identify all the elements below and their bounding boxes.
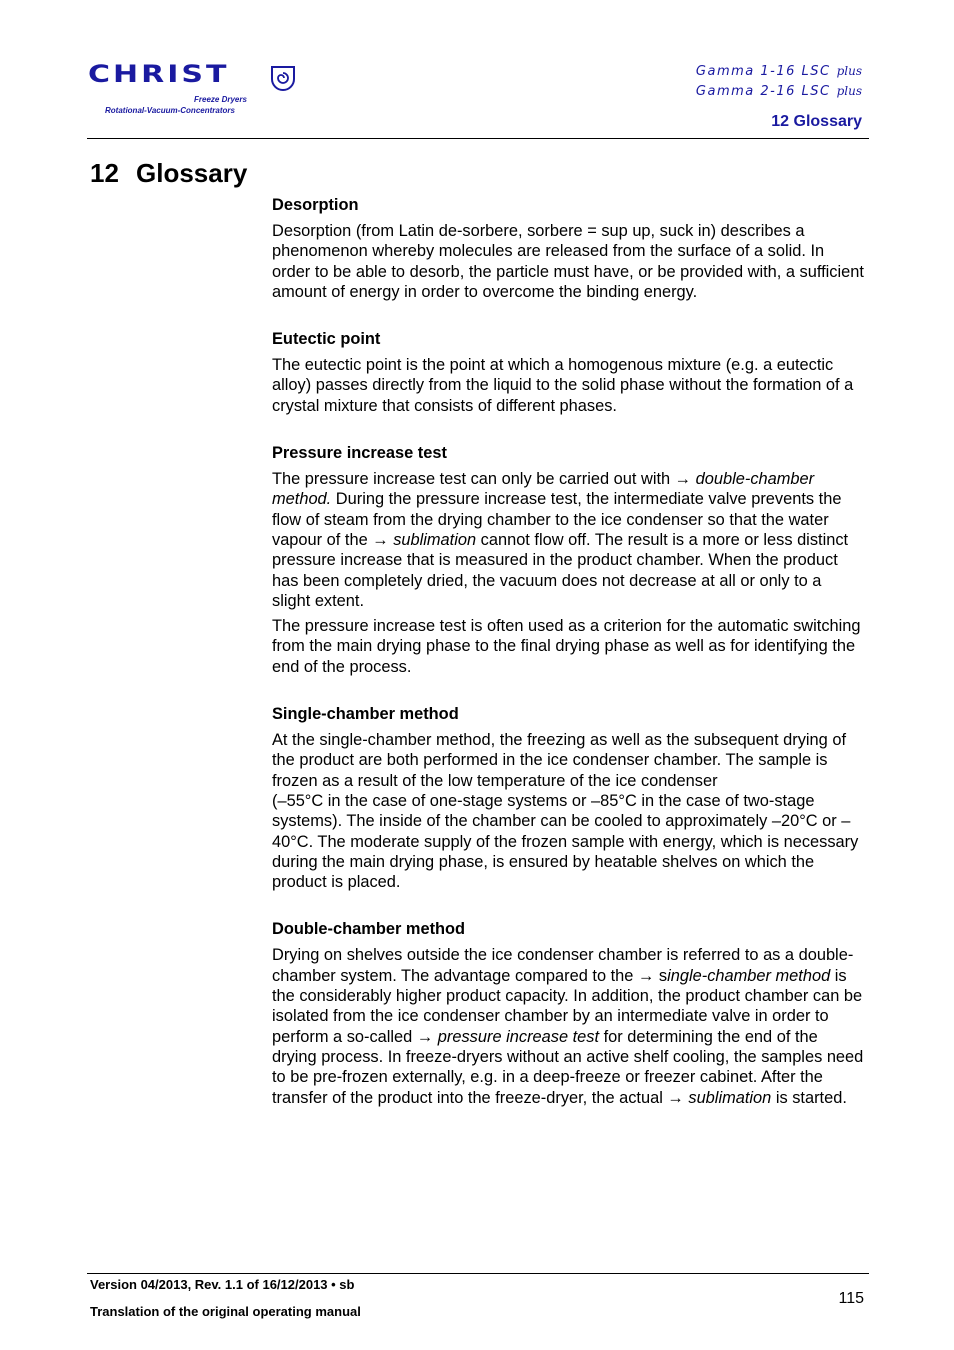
- glossary-entry-desorption: [272, 195, 864, 302]
- christ-logo: [88, 62, 313, 118]
- term-pressure-increase-test: Pressure increase test: [272, 444, 447, 463]
- spiral-logo-icon: [270, 65, 296, 91]
- glossary-entry-eutectic-point: [272, 329, 864, 416]
- term-eutectic-point: Eutectic point: [272, 330, 381, 349]
- footer-divider: [87, 1273, 869, 1274]
- xref-sublimation-2: sublimation: [688, 1088, 772, 1107]
- xref-sublimation: sublimation: [393, 530, 477, 549]
- glossary-entry-double-chamber-method: [272, 919, 864, 1107]
- model-suffix-2: plus: [836, 84, 862, 98]
- logo-wordmark: CHRIST: [88, 60, 230, 89]
- definition-pressure-increase-test-1: The pressure increase test can only be carried out with → double-chamber method. During the pressure increase test, the intermediate valve prevents the flow of steam from the drying chamber to the ice condenser so that the water vapour of the → sublimation cannot flow off. The result is a more or less distinct pressure increase that is measured in the product chamber. When the product has been completely dried, the vacuum does not decrease at all or only to a slight extent.: [272, 470, 849, 610]
- header-section-title: 12 Glossary: [771, 113, 862, 130]
- definition-double-chamber-method: Drying on shelves outside the ice condenser chamber is referred to as a double-chamber system. The advantage compared to the → single-chamber method is the considerably higher product capacity. In addition, the product chamber can be isolated from the ice condenser chamber by an intermediate valve in order to perform a so-called → pressure increase test for determining the end of the drying process. In freeze-dryers without an active shelf cooling, the samples need to be pre-frozen externally, e.g. in a deep-freeze or freezer cabinet. After the transfer of the product into the freeze-dryer, the actual → sublimation is started.: [272, 946, 864, 1107]
- model-suffix-1: plus: [836, 64, 862, 78]
- definition-desorption: Desorption (from Latin de-sorbere, sorbere = sup up, suck in) describes a phenomenon whereby molecules are released from the surface of a solid. In order to be able to desorb, the particle must have, or be provided with, a sufficient amount of energy in order to overcome the binding energy.: [272, 222, 864, 301]
- footer-translation-note: Translation of the original operating manual: [90, 1304, 361, 1319]
- logo-subtitle-rvc: Rotational-Vacuum-Concentrators: [105, 106, 235, 115]
- model-line-1: [696, 64, 862, 79]
- page-number: 115: [838, 1290, 864, 1307]
- glossary-content: [272, 195, 864, 1135]
- chapter-title: Glossary: [136, 158, 248, 188]
- term-desorption: Desorption: [272, 196, 359, 214]
- xref-single-chamber-method: ingle-chamber method: [667, 966, 831, 985]
- logo-subtitle-freeze-dryers: Freeze Dryers: [194, 95, 247, 104]
- footer-version: Version 04/2013, Rev. 1.1 of 16/12/2013 • sb: [90, 1277, 355, 1292]
- chapter-number: 12: [90, 158, 119, 188]
- model-name-1: Gamma 1-16 LSC: [695, 64, 831, 79]
- definition-eutectic-point: The eutectic point is the point at which a homogenous mixture (e.g. a eutectic alloy) passes directly from the liquid to the solid phase without the formation of a crystal mixture that consists of different phases.: [272, 356, 854, 415]
- glossary-entry-single-chamber-method: [272, 704, 864, 892]
- glossary-entry-pressure-increase-test: [272, 443, 864, 677]
- model-name-2: Gamma 2-16 LSC: [695, 84, 831, 99]
- xref-double-chamber-method: double-chamber method.: [272, 470, 815, 509]
- definition-pressure-increase-test-2: The pressure increase test is often used as a criterion for the automatic switching from the main drying phase to the final drying phase as well as for identifying the end of the process.: [272, 617, 861, 676]
- model-line-2: [696, 84, 862, 99]
- definition-single-chamber-method-2: (–55°C in the case of one-stage systems or –85°C in the case of two-stage systems). The inside of the chamber can be cooled to approximately –20°C or –40°C. The moderate supply of the frozen sample with energy, which is necessary during the main drying phase, is ensured by heatable shelves on which the product is placed.: [272, 791, 859, 892]
- term-single-chamber-method: Single-chamber method: [272, 705, 459, 724]
- header-divider: [87, 138, 869, 139]
- definition-single-chamber-method-1: At the single-chamber method, the freezing as well as the subsequent drying of the product are both performed in the ice condenser chamber. The sample is frozen as a result of the low temperature of the ice condenser: [272, 731, 847, 790]
- term-double-chamber-method: Double-chamber method: [272, 920, 466, 939]
- page-title: [90, 158, 247, 189]
- xref-pressure-increase-test: pressure increase test: [437, 1027, 600, 1046]
